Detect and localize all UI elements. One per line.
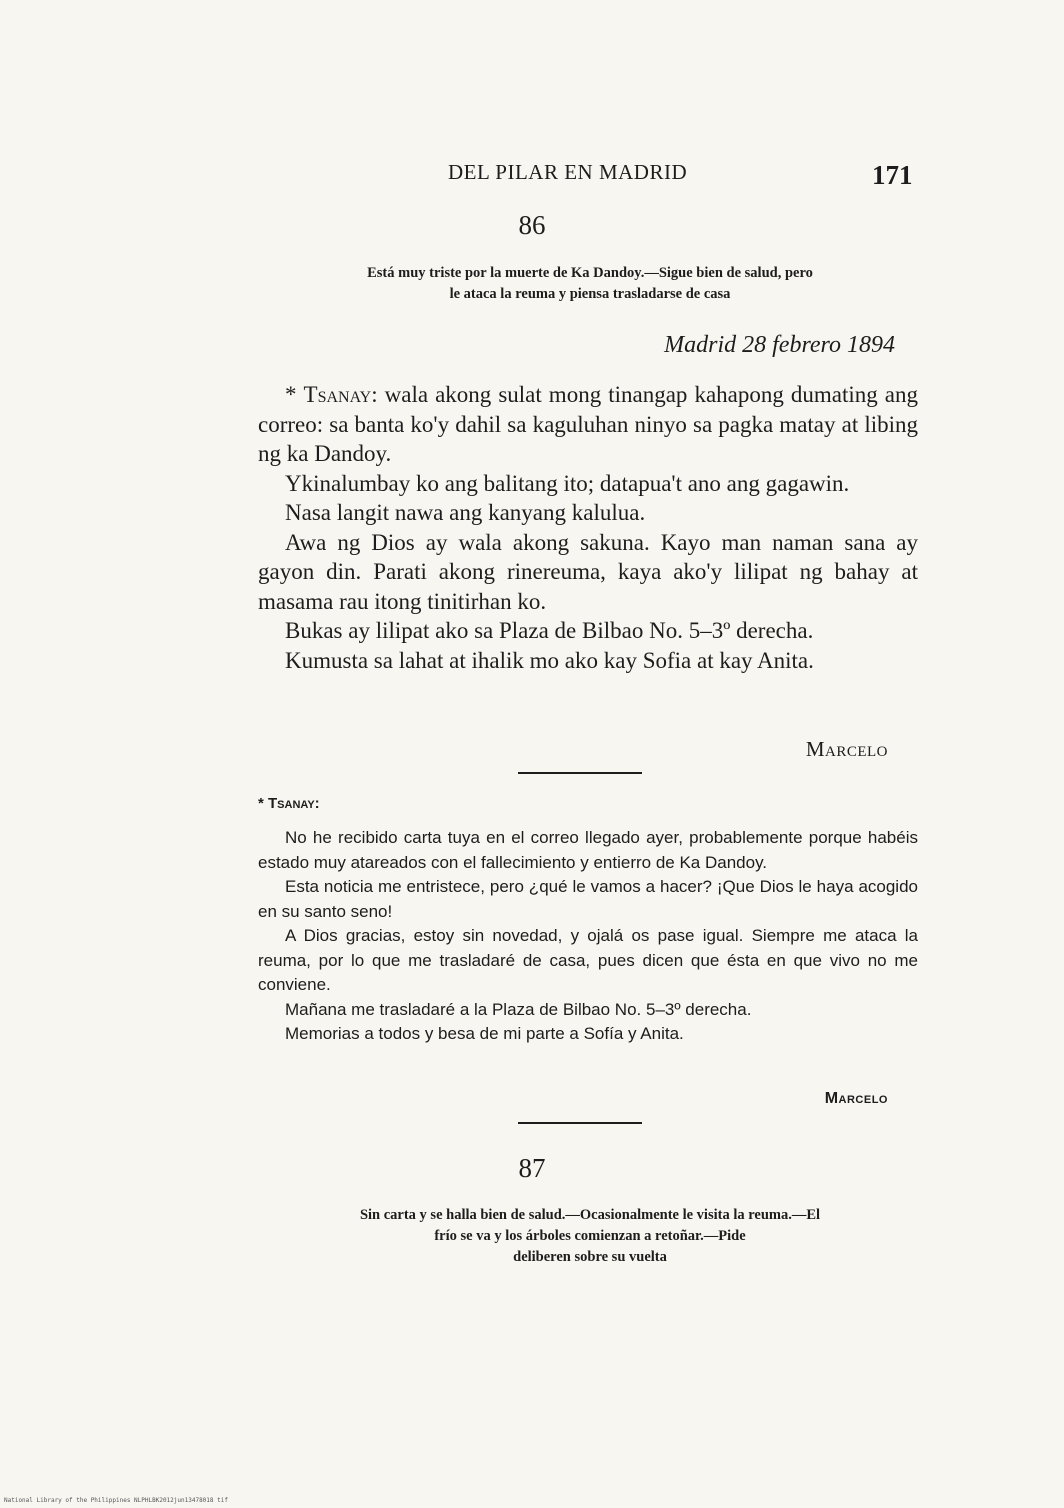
spanish-translation	[258, 826, 918, 1047]
paragraph: Kumusta sa lahat at ihalik mo ako kay Sofia at kay Anita.	[285, 647, 814, 673]
summary-line: le ataca la reuma y piensa trasladarse de casa	[449, 286, 731, 302]
salutation: Tsanay:	[303, 382, 378, 407]
paragraph: Bukas ay lilipat ako sa Plaza de Bilbao No. 5–3º derecha.	[285, 618, 814, 643]
paragraph: No he recibido carta tuya en el correo llegado ayer, probablemente porque habéis estado muy atareados con el fallecimiento y entierro de Ka Dandoy.	[258, 828, 918, 872]
scan-credit: National Library of the Philippines NLPHLBK2012jun13478018 tif	[4, 1497, 228, 1504]
paragraph-text: wala akong sulat mong tinangap kahapong dumating ang correo: sa banta ko'y dahil sa kaguluhan ninyo sa pagka matay at libing ng ka Dandoy.	[258, 382, 918, 466]
divider-rule	[518, 772, 642, 774]
paragraph: Memorias a todos y besa de mi parte a Sofía y Anita.	[285, 1024, 684, 1043]
paragraph: Esta noticia me entristece, pero ¿qué le vamos a hacer? ¡Que Dios le haya acogido en su santo seno!	[258, 877, 918, 921]
paragraph	[258, 380, 918, 469]
running-title: DEL PILAR EN MADRID	[448, 160, 688, 184]
footnote-mark: *	[285, 382, 304, 407]
summary-line: frío se va y los árboles comienzan a retoñar.—Pide	[434, 1228, 746, 1244]
paragraph: Awa ng Dios ay wala akong sakuna. Kayo man naman sana ay gayon din. Parati akong rinereuma, kaya ako'y lilipat ng bahay at masama rau itong tinitirhan ko.	[258, 529, 918, 614]
paragraph: Mañana me trasladaré a la Plaza de Bilbao No. 5–3º derecha.	[285, 999, 752, 1019]
letter-86-summary	[250, 263, 930, 305]
translation-heading: * Tsanay:	[258, 795, 320, 812]
summary-line: Está muy triste por la muerte de Ka Dandoy.—Sigue bien de salud, pero	[367, 265, 813, 281]
divider-rule	[518, 1122, 642, 1124]
signature: Marcelo	[805, 737, 888, 761]
letter-number-87: 87	[518, 1153, 546, 1183]
summary-line: deliberen sobre su vuelta	[513, 1249, 667, 1265]
page-number: 171	[872, 160, 913, 190]
dateline: Madrid 28 febrero 1894	[664, 332, 895, 358]
translation-signature: Marcelo	[824, 1090, 888, 1107]
paragraph: Ykinalumbay ko ang balitang ito; datapua't ano ang gagawin.	[285, 470, 850, 496]
paragraph: A Dios gracias, estoy sin novedad, y ojalá os pase igual. Siempre me ataca la reuma, por lo que me trasladaré de casa, pues dicen que ésta en que vivo no me conviene.	[258, 926, 918, 994]
summary-line: Sin carta y se halla bien de salud.—Ocasionalmente le visita la reuma.—El	[359, 1207, 821, 1223]
letter-87-summary	[250, 1205, 930, 1268]
letter-number-86: 86	[518, 210, 546, 240]
tagalog-letter-body	[258, 380, 918, 675]
paragraph: Nasa langit nawa ang kanyang kalulua.	[285, 500, 646, 525]
